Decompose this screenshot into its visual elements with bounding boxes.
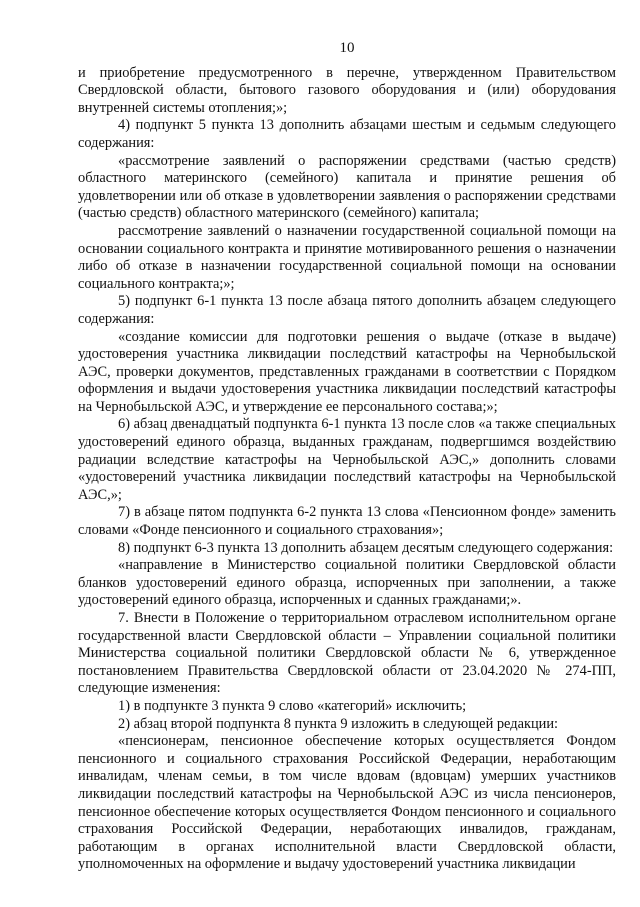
paragraph-social-contract: рассмотрение заявлений о назначении государственной социальной помощи на основании социального контракта и принятие мотивированного решения о назначении либо об отказе в назначении государственной социальной помощи на основании социального контракта;»; (78, 222, 616, 292)
paragraph-section-7: 7. Внести в Положение о территориальном отраслевом исполнительном органе государственной власти Свердловской области – Управлении социальной политики Министерства социальной политики Свердловской области № 6, утвержденное постановлением Правительства Свердловской области от 23.04.2020 № 274-ПП, следующие изменения: (78, 610, 616, 697)
paragraph-item-8: 8) подпункт 6-3 пункта 13 дополнить абзацем десятым следующего содержания: (118, 539, 614, 556)
paragraph-sub-1: 1) в подпункте 3 пункта 9 слово «категорий» исключить; (118, 697, 467, 714)
paragraph-quote-blanks: «направление в Министерство социальной политики Свердловской области бланков удостоверений единого образца, испорченных при заполнении, а также удостоверений единого образца, испорченных и сданных гражданами;». (78, 557, 616, 609)
paragraph-item-7: 7) в абзаце пятом подпункта 6-2 пункта 13 слова «Пенсионном фонде» заменить словами «Фонде пенсионного и социального страхования»; (78, 504, 616, 539)
paragraph-quote-commission: «создание комиссии для подготовки решения о выдаче (отказе в выдаче) удостоверения участника ликвидации последствий катастрофы на Чернобыльской АЭС, проверки документов, представленных гражданами в соответствии с Порядком оформления и выдачи удостоверения участника ликвидации последствий катастрофы на Чернобыльской АЭС, и утверждение ее персонального состава;»; (78, 328, 616, 415)
paragraph-item-6: 6) абзац двенадцатый подпункта 6-1 пункта 13 после слов «а также специальных удостоверений единого образца, выданных гражданам, подвергшимся воздействию радиации вследствие катастрофы на Чернобыльской АЭС,» дополнить словами «удостоверений участника ликвидации последствий катастрофы на Чернобыльской АЭС,»; (78, 416, 616, 503)
paragraph-item-5: 5) подпункт 6-1 пункта 13 после абзаца пятого дополнить абзацем следующего содержания: (78, 293, 616, 327)
paragraph-continuation: и приобретение предусмотренного в перечне, утвержденном Правительством Свердловской области, бытового газового оборудования и (или) оборудования внутренней системы отопления;»; (78, 64, 616, 116)
page-number: 10 (339, 40, 355, 56)
paragraph-item-4: 4) подпункт 5 пункта 13 дополнить абзацами шестым и седьмым следующего содержания: (78, 117, 616, 151)
paragraph-sub-2: 2) абзац второй подпункта 8 пункта 9 изложить в следующей редакции: (118, 715, 559, 732)
paragraph-quote-pensioners: «пенсионерам, пенсионное обеспечение которых осуществляется Фондом пенсионного и социального страхования Российской Федерации, неработающим инвалидам, членам семьи, в том числе вдовам (вдовцам) умерших участников ликвидации последствий катастрофы на Чернобыльской АЭС из числа пенсионеров, пенсионное обеспечение которых осуществляется Фондом пенсионного и социального страхования Российской Федерации, неработающих инвалидов, гражданам, работающим в органах исполнительной власти Свердловской области, уполномоченных на оформление и выдачу удостоверений участника ликвидации (78, 733, 616, 873)
paragraph-quote-materinsky-kapital: «рассмотрение заявлений о распоряжении средствами (частью средств) областного материнского (семейного) капитала и принятие решения об удовлетворении или об отказе в удовлетворении заявления о распоряжении средствами (частью средств) областного материнского (семейного) капитала; (78, 152, 616, 222)
